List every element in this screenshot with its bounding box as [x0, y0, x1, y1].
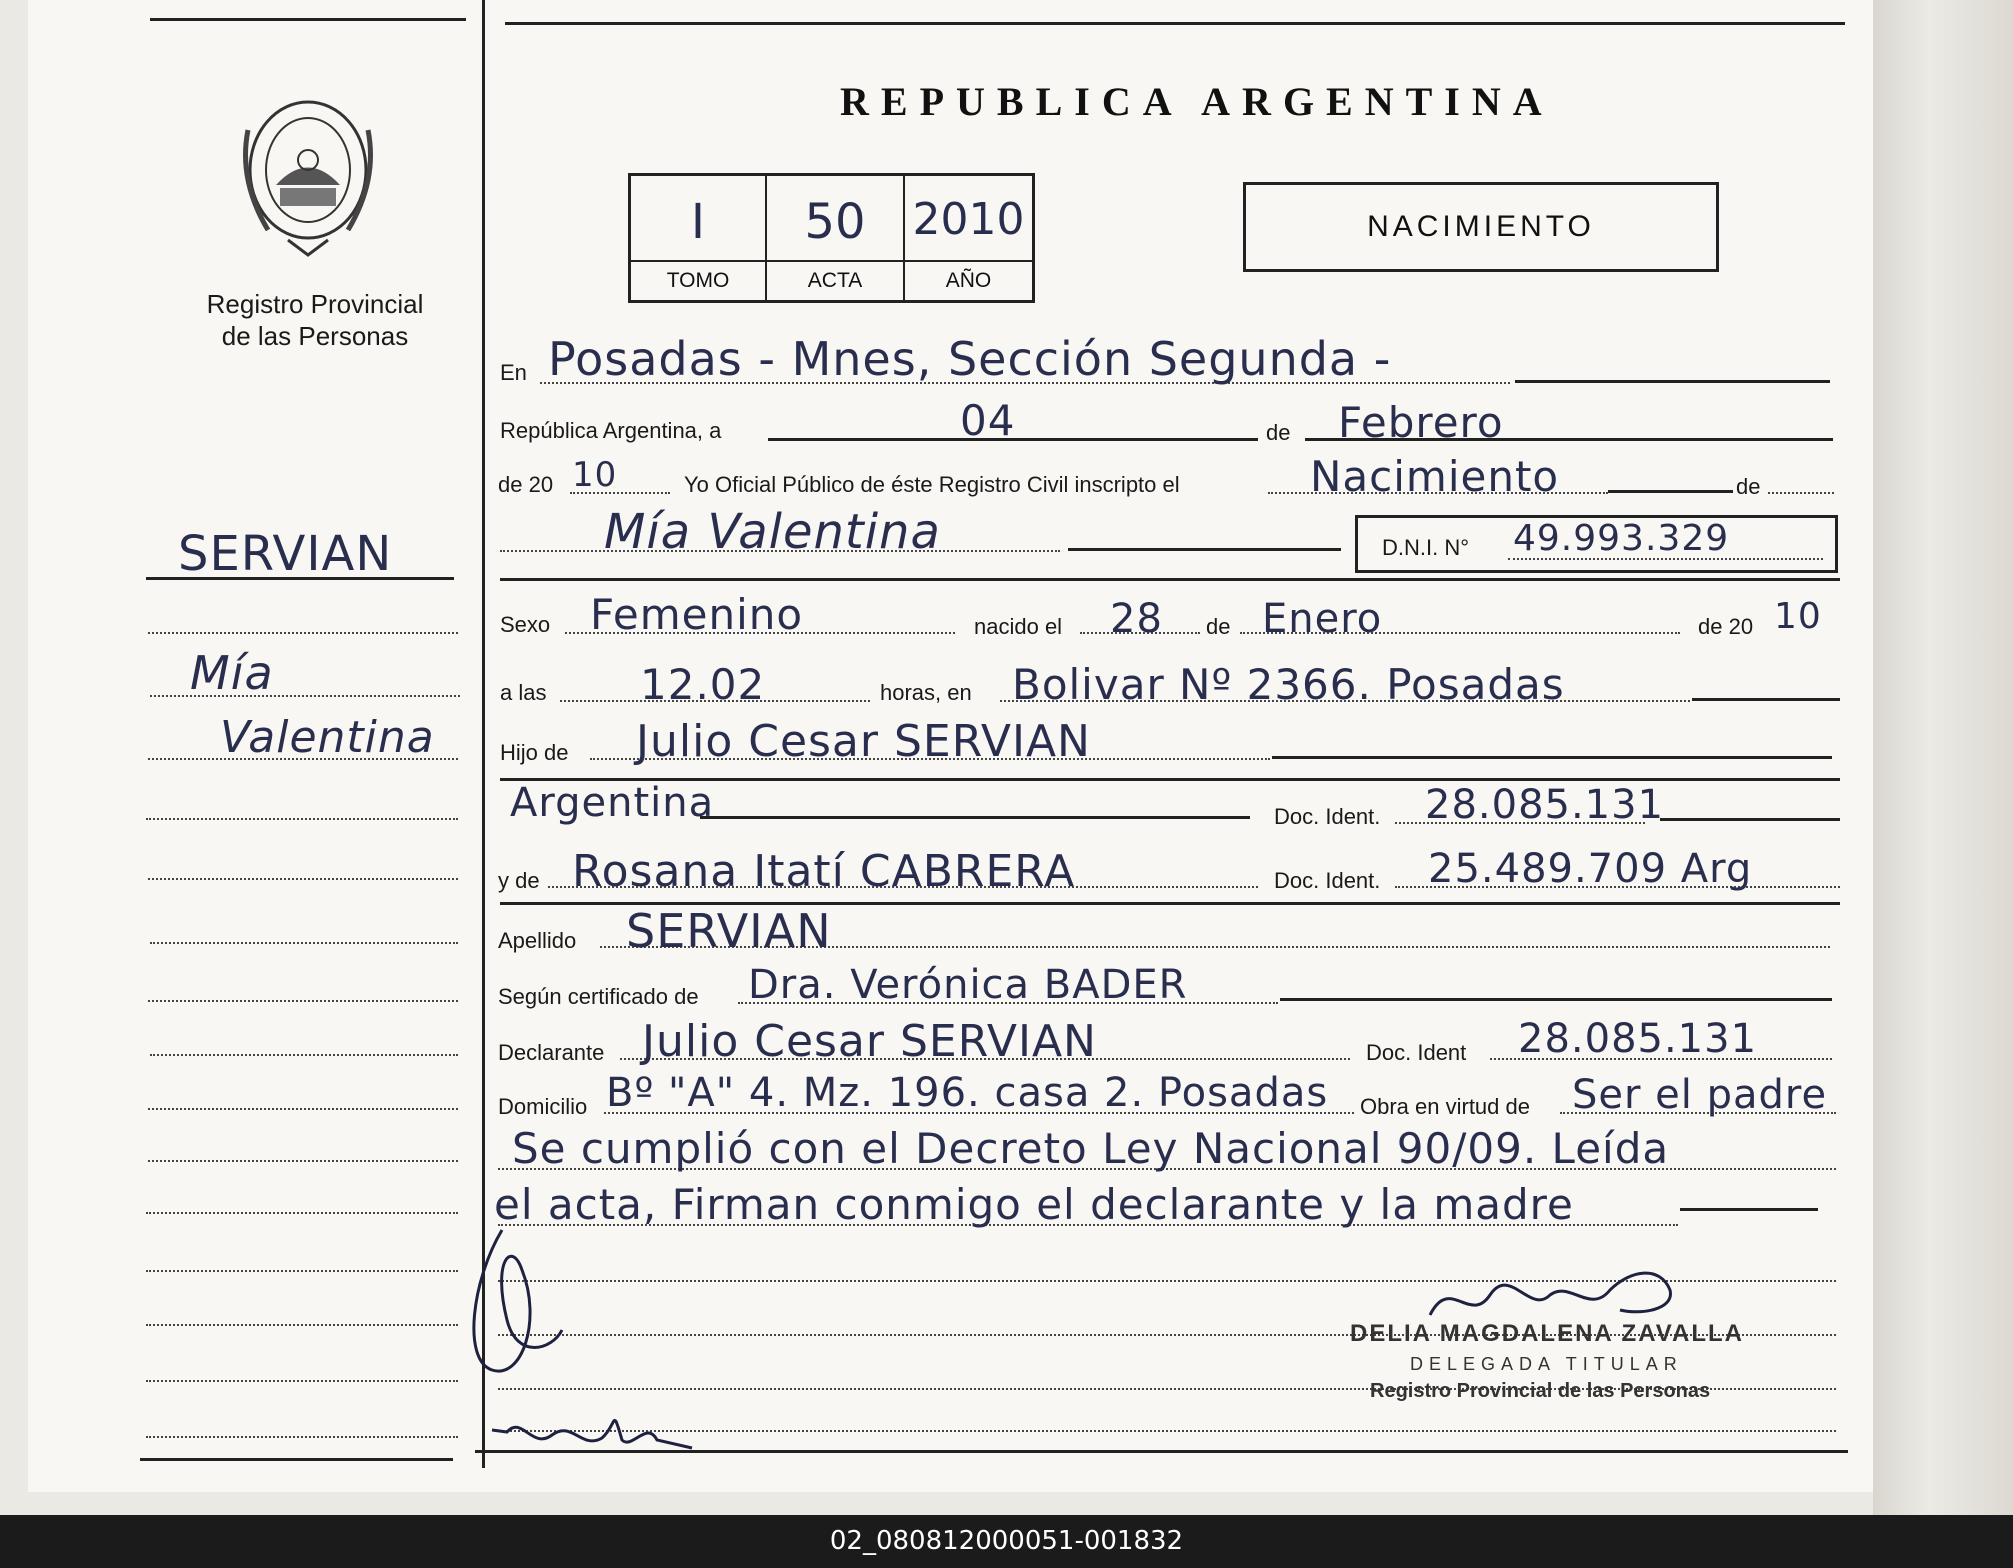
- value-declarante: Julio Cesar SERVIAN: [642, 1016, 1097, 1067]
- stamp-name: DELIA MAGDALENA ZAVALLA: [1350, 1320, 1744, 1347]
- margin-name-2: Valentina: [220, 712, 435, 763]
- margin-line: [146, 1436, 458, 1438]
- value-dni: 49.993.329: [1513, 518, 1730, 559]
- margin-underline-1: [146, 577, 454, 580]
- label-domicilio: Domicilio: [498, 1094, 588, 1119]
- value-padre: Julio Cesar SERVIAN: [636, 716, 1091, 767]
- value-lugar: Bolivar Nº 2366. Posadas: [1012, 660, 1565, 709]
- value-dia: 04: [960, 396, 1016, 445]
- margin-line: [150, 1054, 458, 1056]
- label-y-de: y de: [498, 868, 540, 893]
- label-de-20-nac: de 20: [1698, 614, 1754, 639]
- declarant-signature: [462, 1200, 762, 1460]
- margin-line: [148, 1108, 458, 1110]
- margin-line: [148, 632, 458, 634]
- label-de-20: de 20: [498, 472, 554, 497]
- stamp-office: Registro Provincial de las Personas: [1370, 1380, 1711, 1402]
- label-sexo: Sexo: [500, 612, 551, 637]
- value-doc-declarante: 28.085.131: [1518, 1016, 1758, 1062]
- value-mes: Febrero: [1338, 398, 1504, 447]
- top-rule-right: [505, 22, 1845, 25]
- line-de-end: [1768, 492, 1834, 494]
- value-padre-nac: Argentina: [510, 780, 715, 826]
- margin-line: [148, 878, 458, 880]
- margin-line: [146, 818, 458, 820]
- line-certificado-end: [1280, 998, 1832, 1001]
- document-title: REPUBLICA ARGENTINA: [840, 79, 1554, 124]
- anio-cell: [905, 176, 1032, 300]
- margin-name-1: Mía: [190, 646, 274, 700]
- label-doc-madre: Doc. Ident.: [1274, 868, 1381, 893]
- margin-line: [146, 1270, 458, 1272]
- value-domicilio: Bº "A" 4. Mz. 196. casa 2. Posadas: [606, 1070, 1329, 1116]
- label-doc-padre: Doc. Ident.: [1274, 804, 1381, 829]
- line-anio: [570, 492, 670, 494]
- label-obra: Obra en virtud de: [1360, 1094, 1530, 1119]
- label-republica: República Argentina, a: [500, 418, 722, 443]
- value-en: Posadas - Mnes, Sección Segunda -: [548, 332, 1392, 386]
- label-declarante: Declarante: [498, 1040, 605, 1065]
- page-edge: [1873, 0, 2013, 1515]
- value-obs-1: Se cumplió con el Decreto Ley Nacional 90/09. Leída: [512, 1124, 1670, 1173]
- value-madre: Rosana Itatí CABRERA: [572, 846, 1076, 897]
- label-de-mes: de: [1266, 420, 1291, 445]
- anio-label: AÑO: [905, 260, 1032, 300]
- value-doc-madre: 25.489.709 Arg: [1428, 846, 1753, 892]
- value-nac-dia: 28: [1110, 596, 1163, 642]
- value-apellido: SERVIAN: [626, 904, 832, 958]
- value-anio-suffix: 10: [572, 455, 618, 495]
- line-en-end: [1515, 380, 1830, 383]
- margin-line: [150, 942, 458, 944]
- margin-line: [148, 1000, 458, 1002]
- stamp-role: DELEGADA TITULAR: [1410, 1354, 1683, 1374]
- tomo-label: TOMO: [631, 260, 765, 300]
- label-oficial: Yo Oficial Público de éste Registro Civil inscripto el: [684, 472, 1180, 497]
- line-nombre-end: [1068, 548, 1341, 551]
- value-nombre: Mía Valentina: [604, 504, 941, 560]
- value-sexo: Femenino: [590, 590, 804, 639]
- value-doc-padre: 28.085.131: [1425, 782, 1665, 828]
- anio-value: 2010: [912, 194, 1025, 245]
- label-doc-declarante: Doc. Ident: [1366, 1040, 1467, 1065]
- tomo-value: I: [690, 194, 706, 250]
- acta-label: ACTA: [767, 260, 903, 300]
- label-horas-en: horas, en: [880, 680, 972, 705]
- image-caption: 02_080812000051-001832: [829, 1526, 1184, 1556]
- margin-surname: SERVIAN: [178, 526, 393, 582]
- register-table: [628, 173, 1035, 303]
- line-tipo-end: [1608, 490, 1733, 493]
- value-hora: 12.02: [640, 660, 766, 709]
- label-segun: Según certificado de: [498, 984, 699, 1009]
- line-padre-end: [1272, 756, 1832, 759]
- margin-line: [146, 1380, 458, 1382]
- line-doc-padre-end: [1660, 818, 1840, 821]
- top-rule-left: [150, 18, 466, 21]
- label-hijo: Hijo de: [500, 740, 569, 765]
- margin-line: [148, 1160, 458, 1162]
- acta-value: 50: [804, 194, 866, 250]
- value-nac-mes: Enero: [1262, 596, 1383, 642]
- value-tipo: Nacimiento: [1310, 452, 1560, 501]
- line-lugar-end: [1692, 698, 1840, 701]
- margin-line: [146, 1324, 458, 1326]
- dni-box: [1355, 515, 1838, 573]
- bottom-rule-left: [140, 1458, 453, 1461]
- value-obs-2: el acta, Firman conmigo el declarante y la madre: [494, 1180, 1574, 1229]
- label-de-nombre: de: [1736, 474, 1761, 499]
- acta-cell: [767, 176, 905, 300]
- label-apellido: Apellido: [498, 928, 577, 953]
- margin-line: [150, 695, 460, 697]
- rule-after-name: [500, 578, 1840, 581]
- value-nac-anio: 10: [1774, 596, 1822, 637]
- line-obs-2-end: [1680, 1208, 1818, 1211]
- margin-line: [146, 1212, 458, 1214]
- label-dni: D.N.I. N°: [1382, 535, 1470, 560]
- tomo-cell: [631, 176, 767, 300]
- label-en: En: [500, 360, 527, 385]
- official-stamp: [1320, 1320, 1790, 1440]
- margin-line: [148, 758, 458, 760]
- label-alas: a las: [500, 680, 547, 705]
- provincial-seal-icon: [228, 90, 388, 260]
- record-type-box: NACIMIENTO: [1243, 182, 1719, 272]
- value-obra: Ser el padre: [1572, 1072, 1828, 1118]
- registry-name: Registro Provincial de las Personas: [206, 289, 424, 351]
- line-nacionalidad: [700, 816, 1250, 819]
- value-certificado: Dra. Verónica BADER: [748, 962, 1188, 1008]
- label-nacido: nacido el: [974, 614, 1063, 639]
- label-de-nac-mes: de: [1206, 614, 1231, 639]
